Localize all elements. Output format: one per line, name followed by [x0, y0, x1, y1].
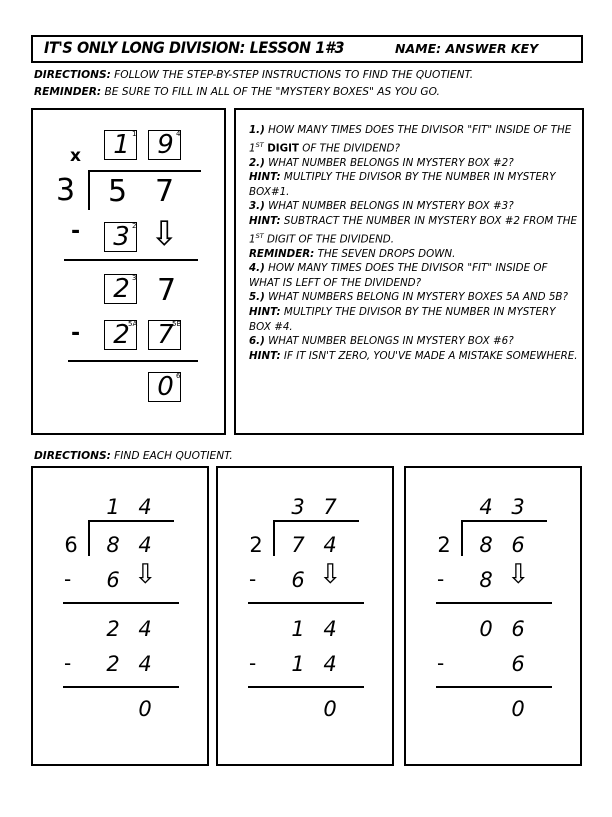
mystery-box-4 [148, 130, 181, 160]
mystery-box-6 [148, 372, 181, 402]
directions-line [34, 69, 473, 81]
problem-1-dividend-ones: 4 [138, 533, 152, 557]
problem-3-quotient-tens: 4 [479, 495, 493, 519]
reminder-label: REMINDER: [34, 86, 102, 98]
brought-down-digit: 7 [157, 273, 177, 308]
problem-1-minus-sign-1: - [64, 567, 72, 591]
problem-1-quotient-ones: 4 [138, 495, 152, 519]
mystery-box-2 [104, 222, 137, 252]
hint-5: HINT: MULTIPLY THE DIVISOR BY THE NUMBER IN MYSTERY BOX #4. [249, 305, 556, 333]
subtraction-line-1 [64, 259, 198, 261]
step-4: 4.) HOW MANY TIMES DOES THE DIVISOR "FIT" INSIDE OF WHAT IS LEFT OF THE DIVIDEND? [249, 262, 548, 289]
problem-2-product-2-tens: 1 [291, 652, 305, 676]
minus-sign-2: - [71, 321, 81, 346]
mystery-box-5b [148, 320, 181, 350]
mystery-box-5b-label: 5B [172, 320, 182, 328]
problem-1-remainder-tens: 2 [106, 617, 120, 641]
problem-2-remainder-tens: 1 [291, 617, 305, 641]
problem-3-drop-down-arrow-icon: ⇩ [507, 559, 530, 590]
drop-down-arrow-icon: ⇩ [150, 214, 179, 254]
problem-3-final-remainder: 0 [511, 697, 525, 721]
problem-3-remainder-ones: 6 [511, 617, 525, 641]
directions-label: DIRECTIONS: [34, 69, 111, 81]
problem-3-division-bar [461, 520, 547, 522]
hint-2: HINT: MULTIPLY THE DIVISOR BY THE NUMBER IN MYSTERY BOX#1. [249, 171, 556, 198]
problem-3-product-1: 8 [479, 568, 493, 592]
step-1: 1.) HOW MANY TIMES DOES THE DIVISOR "FIT" INSIDE OF THE 1ST DIGIT OF THE DIVIDEND? [249, 124, 572, 155]
division-bracket [88, 170, 90, 210]
reminder-text: BE SURE TO FILL IN ALL OF THE "MYSTERY BOXES" AS YOU GO. [101, 86, 440, 98]
subtraction-line-2 [68, 360, 198, 362]
example-dividend-ones: 7 [155, 174, 175, 209]
mystery-box-6-value: 0 [157, 372, 174, 402]
division-bar [88, 170, 201, 172]
problem-1-product-1: 6 [106, 568, 120, 592]
problem-2-minus-sign-2: - [249, 651, 257, 675]
mystery-box-3-value: 2 [113, 274, 130, 304]
mystery-box-5a [104, 320, 137, 350]
mystery-box-5a-label: 5A [128, 320, 138, 328]
problem-3-dividend-tens: 8 [479, 533, 493, 557]
directions-2-label: DIRECTIONS: [34, 450, 111, 462]
mystery-box-6-label: 6 [176, 372, 181, 380]
problem-3-division-bracket [461, 520, 463, 556]
problem-3-quotient-ones: 3 [511, 495, 525, 519]
problem-3-product-2-ones: 6 [511, 652, 525, 676]
problem-1-division-bar [88, 520, 174, 522]
mystery-box-5a-value: 2 [113, 320, 130, 350]
mystery-box-1-value: 1 [113, 130, 130, 160]
problem-2-division-bracket [273, 520, 275, 556]
mystery-box-4-value: 9 [157, 130, 174, 160]
step-2: 2.) WHAT NUMBER BELONGS IN MYSTERY BOX #2? [249, 156, 514, 169]
problem-1-final-remainder: 0 [138, 697, 152, 721]
problem-2-product-1: 6 [291, 568, 305, 592]
problem-3-remainder-tens: 0 [479, 617, 493, 641]
problem-2-subtraction-line-1 [248, 602, 364, 604]
problem-2-product-2-ones: 4 [323, 652, 337, 676]
problem-3-minus-sign-1: - [437, 567, 445, 591]
problem-1-subtraction-line-1 [63, 602, 179, 604]
step-5: 5.) WHAT NUMBERS BELONG IN MYSTERY BOXES 5A AND 5B? [249, 291, 568, 304]
problem-2-division-bar [273, 520, 359, 522]
problem-1-subtraction-line-2 [63, 686, 179, 688]
problem-2-remainder-ones: 4 [323, 617, 337, 641]
problem-2-drop-down-arrow-icon: ⇩ [319, 559, 342, 590]
problem-1-remainder-ones: 4 [138, 617, 152, 641]
problem-3-subtraction-line-2 [436, 686, 552, 688]
problem-2-subtraction-line-2 [248, 686, 364, 688]
problem-1-division-bracket [88, 520, 90, 556]
problem-2-quotient-ones: 7 [323, 495, 337, 519]
problem-2-divisor: 2 [249, 533, 263, 557]
reminder-line [34, 86, 440, 98]
problem-2-quotient-tens: 3 [291, 495, 305, 519]
times-sign: x [70, 146, 81, 166]
problem-3-minus-sign-2: - [437, 651, 445, 675]
directions-2-text: FIND EACH QUOTIENT. [110, 450, 233, 462]
mystery-box-2-label: 2 [132, 222, 137, 230]
directions-2 [34, 450, 233, 462]
problem-1-product-2-ones: 4 [138, 652, 152, 676]
example-divisor: 3 [56, 173, 76, 208]
problem-1-dividend-tens: 8 [106, 533, 120, 557]
mystery-box-2-value: 3 [113, 222, 130, 252]
instructions-list [249, 123, 579, 363]
problem-1-drop-down-arrow-icon: ⇩ [134, 559, 157, 590]
problem-1-product-2-tens: 2 [106, 652, 120, 676]
mystery-box-5b-value: 7 [157, 320, 174, 350]
problem-2-minus-sign-1: - [249, 567, 257, 591]
problem-2-dividend-ones: 4 [323, 533, 337, 557]
mystery-box-3 [104, 274, 137, 304]
problem-1-divisor: 6 [64, 533, 78, 557]
problem-1-quotient-tens: 1 [106, 495, 120, 519]
problem-3-subtraction-line-1 [436, 602, 552, 604]
mystery-box-3-label: 3 [132, 274, 137, 282]
problem-1-minus-sign-2: - [64, 651, 72, 675]
mystery-box-1 [104, 130, 137, 160]
mystery-box-1-label: 1 [132, 130, 137, 138]
step-6: 6.) WHAT NUMBER BELONGS IN MYSTERY BOX #6? [249, 335, 514, 348]
minus-sign-1: - [71, 219, 81, 244]
hint-3: HINT: SUBTRACT THE NUMBER IN MYSTERY BOX #2 FROM THE 1ST DIGIT OF THE DIVIDEND. [249, 214, 578, 245]
reminder-step: REMINDER: THE SEVEN DROPS DOWN. [249, 247, 456, 260]
worksheet-title: IT'S ONLY LONG DIVISION: LESSON 1#3 [44, 38, 345, 57]
hint-6: HINT: IF IT ISN'T ZERO, YOU'VE MADE A MISTAKE SOMEWHERE. [249, 349, 578, 362]
step-3: 3.) WHAT NUMBER BELONGS IN MYSTERY BOX #3? [249, 200, 514, 213]
problem-3-dividend-ones: 6 [511, 533, 525, 557]
directions-text: FOLLOW THE STEP-BY-STEP INSTRUCTIONS TO FIND THE QUOTIENT. [110, 69, 474, 81]
problem-2-dividend-tens: 7 [291, 533, 305, 557]
example-dividend-tens: 5 [108, 174, 128, 209]
mystery-box-4-label: 4 [176, 130, 181, 138]
name-field: NAME: ANSWER KEY [395, 41, 539, 56]
problem-3-divisor: 2 [437, 533, 451, 557]
problem-2-final-remainder: 0 [323, 697, 337, 721]
